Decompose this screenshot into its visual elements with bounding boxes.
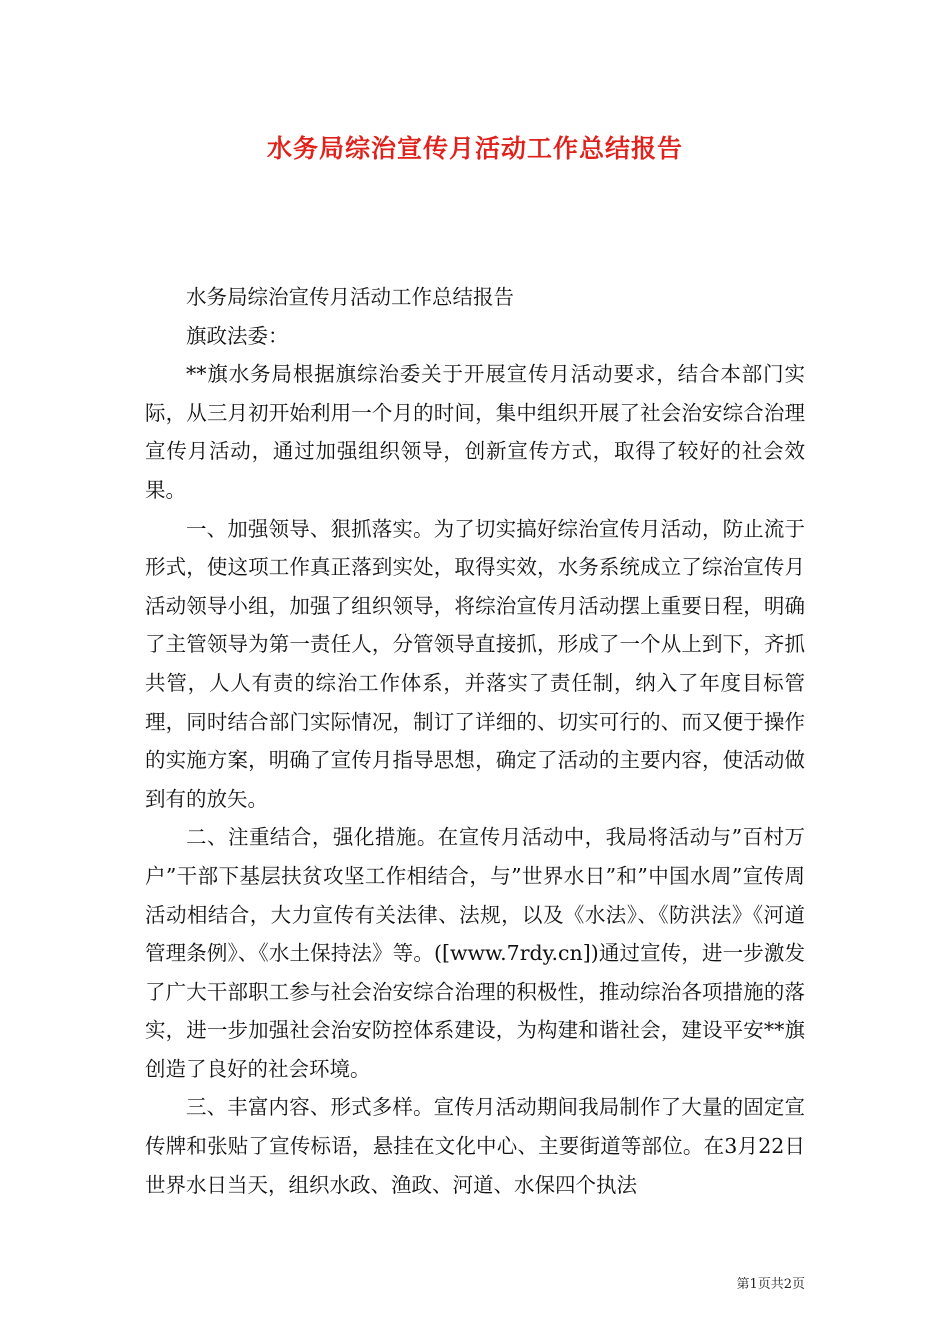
paragraph-salutation: 旗政法委：: [186, 323, 289, 348]
paragraph-intro: **旗水务局根据旗综治委关于开展宣传月活动要求，结合本部门实际，从三月初开始利用一个月的时间，集中组织开展了社会治安综合治理宣传月活动，通过加强组织领导，创新宣传方式，取得了较好的社会效果。: [145, 362, 805, 502]
document-body: [145, 278, 805, 1204]
paragraph-section-1: 一、加强领导、狠抓落实。为了切实搞好综治宣传月活动，防止流于形式，使这项工作真正落到实处，取得实效，水务系统成立了综治宣传月活动领导小组，加强了组织领导，将综治宣传月活动摆上重要日程，明确了主管领导为第一责任人，分管领导直接抓，形成了一个从上到下，齐抓共管，人人有责的综治工作体系，并落实了责任制，纳入了年度目标管理，同时结合部门实际情况，制订了详细的、切实可行的、而又便于操作的实施方案，明确了宣传月指导思想，确定了活动的主要内容，使活动做到有的放矢。: [145, 516, 805, 811]
page-number: 第1页共2页: [736, 1277, 805, 1292]
page-title: 水务局综治宣传月活动工作总结报告: [266, 134, 683, 163]
paragraph-section-2: 二、注重结合，强化措施。在宣传月活动中，我局将活动与”百村万户”干部下基层扶贫攻坚工作相结合，与”世界水日”和”中国水周”宣传周活动相结合，大力宣传有关法律、法规，以及《水法》、《防洪法》《河道管理条例》、《水土保持法》等。([www.7rdy.cn])通过宣传，进一步激发了广大干部职工参与社会治安综合治理的积极性，推动综治各项措施的落实，进一步加强社会治安防控体系建设，为构建和谐社会，建设平安**旗创造了良好的社会环境。: [145, 825, 805, 1081]
paragraph-section-3: 三、丰富内容、形式多样。宣传月活动期间我局制作了大量的固定宣传牌和张贴了宣传标语，悬挂在文化中心、主要街道等部位。在3月22日世界水日当天，组织水政、渔政、河道、水保四个执法: [145, 1095, 805, 1197]
paragraph-heading: 水务局综治宣传月活动工作总结报告: [186, 285, 514, 309]
